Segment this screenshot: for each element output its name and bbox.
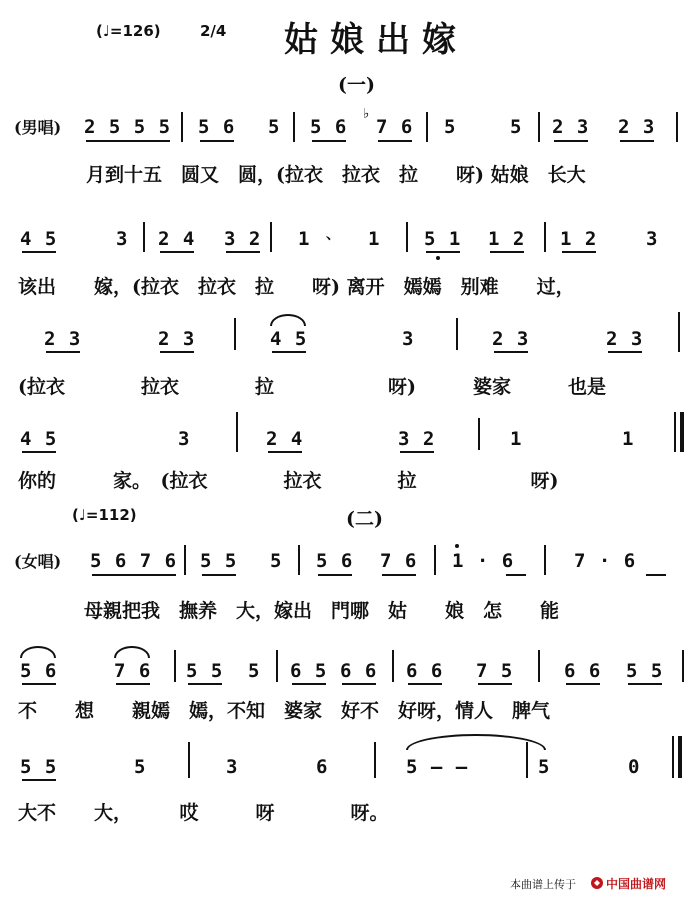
final-bar-line-thick xyxy=(678,736,682,778)
time-signature: 2/4 xyxy=(200,22,227,40)
bar-line xyxy=(676,112,678,142)
lyric-line: 月到十五 圆又 圆，(拉衣 拉衣 拉 呀) 姑娘 长大 xyxy=(86,164,586,186)
note-group: 5 5 xyxy=(186,660,224,682)
note-group: 2 3 xyxy=(492,328,530,350)
note-group: 5 6 xyxy=(310,116,348,138)
bar-line xyxy=(538,112,540,142)
note-group: 3 xyxy=(226,756,239,778)
flat-sign: ♭ xyxy=(362,106,372,122)
slur xyxy=(20,646,56,658)
underline xyxy=(160,251,194,253)
underline xyxy=(490,251,524,253)
note-group: 5 5 xyxy=(200,550,238,572)
lyric-line: 大不 大， 哎 呀 呀。 xyxy=(18,802,389,824)
note-group: 5 xyxy=(270,550,283,572)
note-group: 6 xyxy=(316,756,329,778)
site-logo-icon xyxy=(590,875,604,889)
note-group: 2 3 xyxy=(552,116,590,138)
underline xyxy=(188,683,222,685)
underline xyxy=(378,140,412,142)
bar-line xyxy=(682,650,684,682)
underline xyxy=(226,251,260,253)
tempo-marking-2: (♩=112) xyxy=(72,506,137,524)
note-group: 5 1 xyxy=(424,228,462,250)
note-group: 6 5 xyxy=(290,660,328,682)
underline xyxy=(342,683,376,685)
final-bar-line-thin xyxy=(672,736,674,778)
high-octave-dot xyxy=(455,544,459,548)
note-group: 5 6 xyxy=(198,116,236,138)
note-group: 5 xyxy=(134,756,147,778)
underline xyxy=(268,451,302,453)
underline xyxy=(426,251,460,253)
underline xyxy=(646,574,666,576)
bar-line xyxy=(298,545,300,575)
note-group: 4 5 xyxy=(270,328,308,350)
bar-line xyxy=(426,112,428,142)
note-group: 2 3 xyxy=(158,328,196,350)
note-group: 3 xyxy=(116,228,129,250)
low-octave-dot xyxy=(436,256,440,260)
lyric-line: 不 想 親嫣 嫣，不知 婆家 好不 好呀，情人 脾气 xyxy=(18,700,551,722)
underline xyxy=(160,351,194,353)
page-title: 姑娘出嫁 xyxy=(284,20,468,60)
note-group: 3 2 xyxy=(398,428,436,450)
note-group: 0 xyxy=(628,756,641,778)
note-group: 1 2 xyxy=(488,228,526,250)
tick-mark: 、 xyxy=(326,227,341,243)
tempo-marking-1: (♩=126) xyxy=(96,22,161,40)
bar-line xyxy=(392,650,394,682)
note-group: 7 5 xyxy=(476,660,514,682)
note-group: 5 xyxy=(268,116,281,138)
note-group: 6 6 xyxy=(406,660,444,682)
bar-line xyxy=(526,742,528,778)
note-group: 7 6 xyxy=(376,116,414,138)
bar-line xyxy=(143,222,145,252)
slur xyxy=(114,646,150,658)
underline xyxy=(22,683,56,685)
final-bar-line-thick xyxy=(680,412,684,452)
underline xyxy=(272,351,306,353)
bar-line xyxy=(544,222,546,252)
bar-line xyxy=(544,545,546,575)
note-group: 3 xyxy=(178,428,191,450)
underline xyxy=(562,251,596,253)
underline xyxy=(506,574,526,576)
bar-line xyxy=(184,545,186,575)
note-group: 2 3 xyxy=(44,328,82,350)
section-label-2: (二) xyxy=(346,508,383,530)
bar-line xyxy=(456,318,458,350)
bar-line xyxy=(181,112,183,142)
site-name[interactable]: 中国曲谱网 xyxy=(606,877,667,891)
note-group: 5 6 xyxy=(316,550,354,572)
singer-label-male: (男唱) xyxy=(14,118,62,137)
note-group: 5 — — xyxy=(406,756,469,778)
lyric-line: 母親把我 撫养 大，嫁出 門哪 姑 娘 怎 能 xyxy=(84,600,560,622)
underline xyxy=(400,451,434,453)
note-group: 5 6 7 6 xyxy=(90,550,178,572)
note-group: 1 xyxy=(622,428,635,450)
bar-line xyxy=(236,412,238,452)
section-label-1: (一) xyxy=(338,74,375,96)
underline xyxy=(116,683,150,685)
note-group: 3 xyxy=(646,228,659,250)
note-group: 4 5 xyxy=(20,428,58,450)
bar-line xyxy=(406,222,408,252)
underline xyxy=(86,140,170,142)
underline xyxy=(608,351,642,353)
note-group: 7 6 xyxy=(380,550,418,572)
underline xyxy=(22,779,56,781)
note-group: 1 xyxy=(368,228,381,250)
lyric-line: (拉衣 拉衣 拉 呀) 婆家 也是 xyxy=(18,376,606,398)
note-group: 6 6 xyxy=(564,660,602,682)
note-group: 1 xyxy=(298,228,311,250)
bar-line xyxy=(293,112,295,142)
underline xyxy=(22,251,56,253)
underline xyxy=(566,683,600,685)
bar-line xyxy=(188,742,190,778)
underline xyxy=(202,574,236,576)
tie xyxy=(406,734,546,750)
note-group: 5 xyxy=(510,116,523,138)
note-group: 7 6 xyxy=(114,660,152,682)
note-group: 2 3 xyxy=(618,116,656,138)
note-group: 4 5 xyxy=(20,228,58,250)
note-group: 2 3 xyxy=(606,328,644,350)
underline xyxy=(312,140,346,142)
underline xyxy=(318,574,352,576)
note-group: 6 6 xyxy=(340,660,378,682)
lyric-line: 该出 嫁，(拉衣 拉衣 拉 呀) 离开 嫣嫣 别难 过， xyxy=(18,276,575,298)
note-group: 5 5 xyxy=(20,756,58,778)
note-group: 5 xyxy=(538,756,551,778)
note-group: 2 4 xyxy=(158,228,196,250)
underline xyxy=(22,451,56,453)
note-group: 3 xyxy=(402,328,415,350)
underline xyxy=(292,683,326,685)
note-group: 7 · 6 xyxy=(574,550,637,572)
lyric-line: 你的 家。 (拉衣 拉衣 拉 呀) xyxy=(18,470,559,492)
note-group: 5 xyxy=(248,660,261,682)
note-group: 3 2 xyxy=(224,228,262,250)
note-group: 1 · 6 xyxy=(452,550,515,572)
bar-line xyxy=(174,650,176,682)
note-group: 5 5 xyxy=(626,660,664,682)
underline xyxy=(382,574,416,576)
bar-line xyxy=(374,742,376,778)
underline xyxy=(494,351,528,353)
underline xyxy=(46,351,80,353)
underline xyxy=(620,140,654,142)
note-group: 5 xyxy=(444,116,457,138)
bar-line xyxy=(234,318,236,350)
underline xyxy=(554,140,588,142)
bar-line xyxy=(434,545,436,575)
underline xyxy=(478,683,512,685)
underline xyxy=(92,574,176,576)
note-group: 2 5 5 5 xyxy=(84,116,172,138)
note-group: 2 4 xyxy=(266,428,304,450)
bar-line xyxy=(478,418,480,450)
note-group: 1 xyxy=(510,428,523,450)
note-group: 5 6 xyxy=(20,660,58,682)
upload-note: 本曲谱上传于 xyxy=(510,878,576,891)
underline xyxy=(408,683,442,685)
singer-label-female: (女唱) xyxy=(14,552,62,571)
bar-line xyxy=(276,650,278,682)
bar-line xyxy=(270,222,272,252)
bar-line xyxy=(678,312,680,352)
final-bar-line-thin xyxy=(674,412,676,452)
bar-line xyxy=(538,650,540,682)
underline xyxy=(200,140,234,142)
underline xyxy=(628,683,662,685)
note-group: 1 2 xyxy=(560,228,598,250)
slur xyxy=(270,314,306,326)
